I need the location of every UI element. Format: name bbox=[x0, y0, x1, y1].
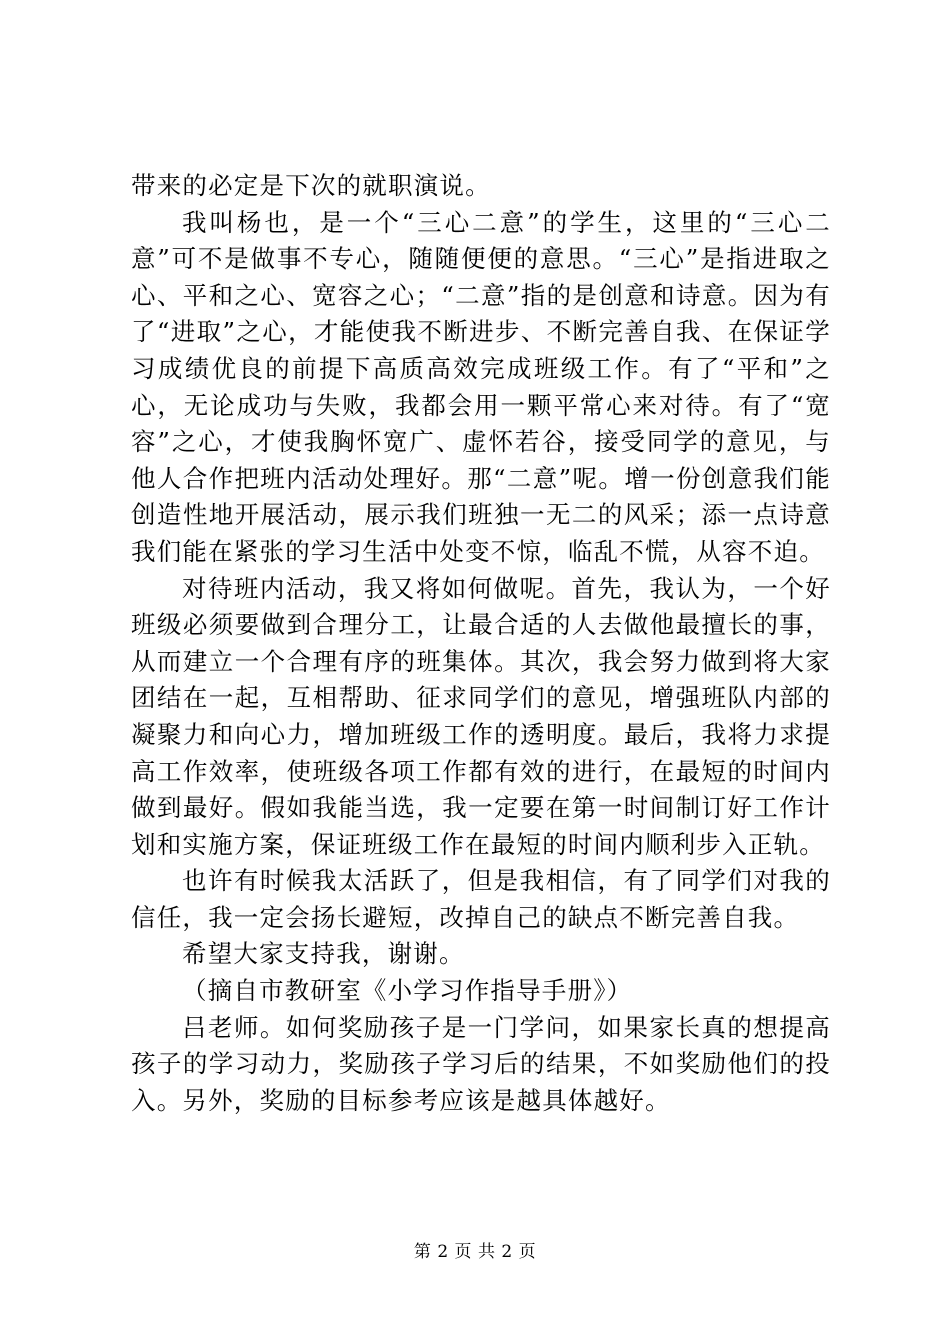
paragraph-self-improvement: 也许有时候我太活跃了，但是我相信，有了同学们对我的信任，我一定会扬长避短，改掉自己的缺点不断完善自我。 bbox=[131, 866, 831, 932]
paragraph-thanks: 希望大家支持我，谢谢。 bbox=[182, 939, 465, 969]
paragraph-class-plan: 对待班内活动，我又将如何做呢。首先，我认为，一个好班级必须要做到合理分工，让最合适的人去做他最擅长的事，从而建立一个合理有序的班集体。其次，我会努力做到将大家团结在一起，互相帮助、征求同学们的意见，增强班队内部的凝聚力和向心力，增加班级工作的透明度。最后，我将力求提高工作效率，使班级各项工作都有效的进行，在最短的时间内做到最好。假如我能当选，我一定要在第一时间制订好工作计划和实施方案，保证班级工作在最短的时间内顺利步入正轨。 bbox=[131, 573, 831, 859]
page-number-footer: 第 2 页 共 2 页 bbox=[413, 1242, 537, 1262]
paragraph-continuation: 带来的必定是下次的就职演说。 bbox=[131, 171, 491, 200]
paragraph-source-note: （摘自市教研室《小学习作指导手册》） bbox=[182, 976, 633, 1006]
document-body bbox=[131, 168, 831, 1119]
paragraph-teacher-comment: 吕老师。如何奖励孩子是一门学问，如果家长真的想提高孩子的学习动力，奖励孩子学习后的结果，不如奖励他们的投入。另外，奖励的目标参考应该是越具体越好。 bbox=[131, 1012, 831, 1115]
paragraph-self-introduction: 我叫杨也，是一个“三心二意”的学生，这里的“三心二意”可不是做事不专心，随随便便的意思。“三心”是指进取之心、平和之心、宽容之心；“二意”指的是创意和诗意。因为有了“进取”之心，才能使我不断进步、不断完善自我、在保证学习成绩优良的前提下高质高效完成班级工作。有了“平和”之心，无论成功与失败，我都会用一颗平常心来对待。有了“宽容”之心，才使我胸怀宽广、虚怀若谷，接受同学的意见，与他人合作把班内活动处理好。那“二意”呢。增一份创意我们能创造性地开展活动，展示我们班独一无二的风采；添一点诗意我们能在紧张的学习生活中处变不惊，临乱不慌，从容不迫。 bbox=[131, 207, 831, 566]
